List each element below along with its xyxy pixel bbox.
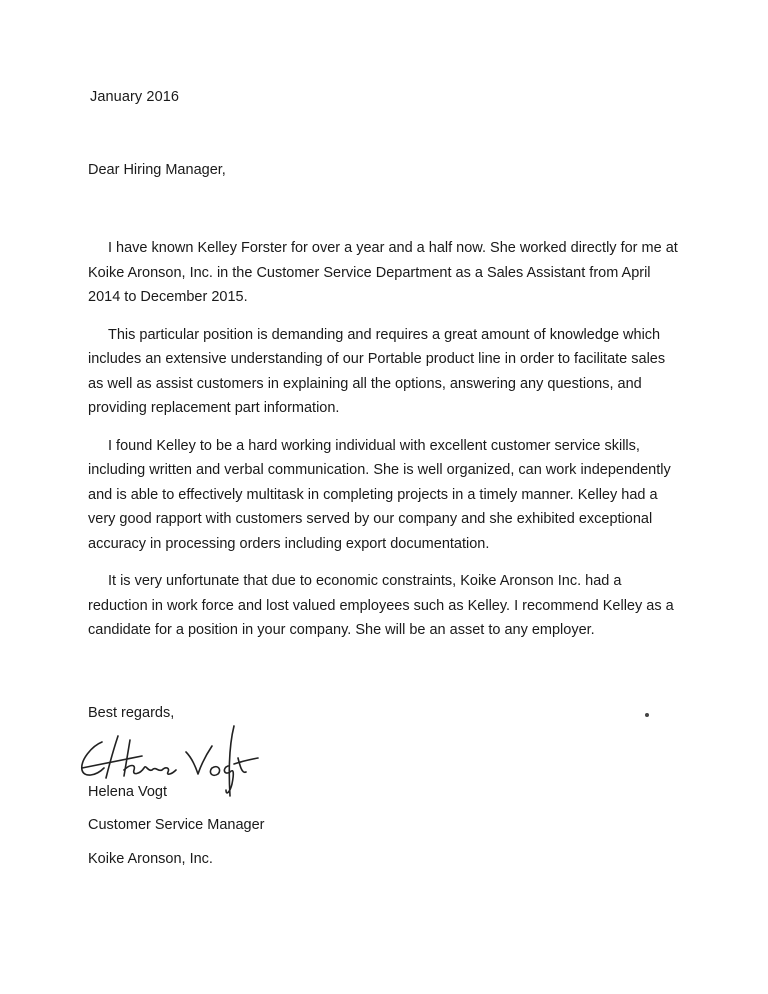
signer-title: Customer Service Manager	[88, 817, 265, 833]
letter-body	[88, 236, 678, 656]
body-paragraph: I found Kelley to be a hard working individual with excellent customer service skills, including written and verbal communication. She is well organized, can work independently and is able to effectively multitask in completing projects in a timely manner. Kelley had a very good rapport with customers served by our company and she exhibited exceptional accuracy in processing orders including export documentation.	[88, 437, 671, 552]
scan-speck	[645, 713, 649, 717]
salutation: Dear Hiring Manager,	[88, 162, 226, 178]
body-paragraph: I have known Kelley Forster for over a year and a half now. She worked directly for me at Koike Aronson, Inc. in the Customer Service Department as a Sales Assistant from April 2014 to December 2015.	[88, 240, 678, 305]
closing: Best regards,	[88, 705, 175, 721]
signer-company: Koike Aronson, Inc.	[88, 851, 213, 867]
signer-name: Helena Vogt	[88, 784, 168, 800]
body-paragraph: This particular position is demanding and requires a great amount of knowledge which includes an extensive understanding of our Portable product line in order to facilitate sales as well as assist customers in explaining all the options, answering any questions, and providing replacement part information.	[88, 326, 666, 416]
letter-date: January 2016	[90, 89, 180, 105]
body-paragraph: It is very unfortunate that due to economic constraints, Koike Aronson Inc. had a reduction in work force and lost valued employees such as Kelley. I recommend Kelley as a candidate for a position in your company. She will be an asset to any employer.	[88, 573, 674, 638]
